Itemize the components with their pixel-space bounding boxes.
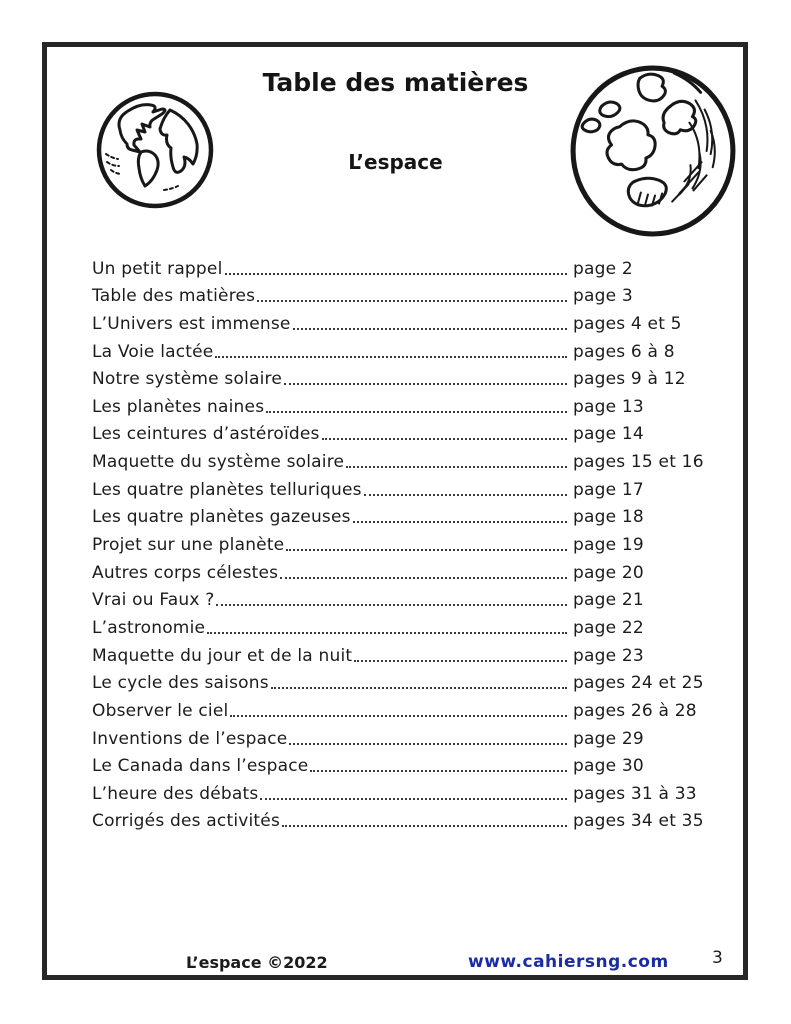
toc-entry-label: Inventions de l’espace (92, 728, 288, 749)
toc-leader-dots (353, 521, 567, 523)
toc-entry-pages: page 3 (573, 286, 633, 307)
toc-entry-label: Vrai ou Faux ? (92, 590, 215, 611)
toc-leader-dots (207, 632, 567, 634)
toc-entry-pages: pages 9 à 12 (573, 369, 686, 390)
toc-entry-pages: page 23 (573, 645, 644, 666)
toc-entry (92, 749, 713, 777)
toc-entry-label: Les ceintures d’astéroïdes (92, 424, 320, 445)
toc-entry-pages: page 19 (573, 535, 644, 556)
toc-entry-label: L’Univers est immense (92, 313, 291, 334)
toc-leader-dots (230, 715, 567, 717)
toc-entry-pages: page 18 (573, 507, 644, 528)
toc-entry (92, 666, 713, 694)
toc-entry-label: Table des matières (92, 286, 256, 307)
footer-copyright: L’espace ©2022 (186, 953, 328, 972)
toc-entry-label: Notre système solaire (92, 369, 282, 390)
toc-entry-label: Observer le ciel (92, 700, 229, 721)
toc-entry-pages: pages 15 et 16 (573, 452, 704, 473)
toc-entry-pages: page 30 (573, 756, 644, 777)
toc-entry (92, 417, 713, 445)
toc-entry (92, 610, 713, 638)
page-title: Table des matières (262, 68, 529, 97)
toc-entry-pages: page 17 (573, 479, 644, 500)
toc-leader-dots (364, 494, 567, 496)
toc-entry (92, 583, 713, 611)
toc-leader-dots (282, 825, 567, 827)
toc-entry-pages: pages 31 à 33 (573, 783, 697, 804)
toc-entry-label: Les quatre planètes gazeuses (92, 507, 351, 528)
page-subtitle: L’espace (348, 150, 443, 174)
toc-entry-pages: pages 26 à 28 (573, 700, 697, 721)
toc-leader-dots (266, 411, 567, 413)
toc-leader-dots (284, 383, 567, 385)
toc-leader-dots (280, 577, 567, 579)
toc-entry-label: Un petit rappel (92, 258, 223, 279)
toc-entry-pages: page 14 (573, 424, 644, 445)
toc-entry-pages: page 2 (573, 258, 633, 279)
toc-entry-pages: pages 34 et 35 (573, 811, 704, 832)
toc-entry-label: Les quatre planètes telluriques (92, 479, 362, 500)
toc-entry (92, 500, 713, 528)
toc-leader-dots (260, 798, 567, 800)
toc-entry (92, 804, 713, 832)
toc-entry (92, 527, 713, 555)
toc-entry-label: Projet sur une planète (92, 535, 285, 556)
toc-leader-dots (322, 438, 567, 440)
toc-entry (92, 776, 713, 804)
toc-entry-label: Corrigés des activités (92, 811, 281, 832)
toc-entry (92, 389, 713, 417)
earth-illustration (94, 87, 216, 211)
toc-entry-pages: page 22 (573, 617, 644, 638)
toc-entry-pages: page 13 (573, 396, 644, 417)
toc-leader-dots (271, 687, 567, 689)
toc-leader-dots (286, 549, 567, 551)
toc-entry-label: Les planètes naines (92, 396, 265, 417)
toc-entry-pages: page 20 (573, 562, 644, 583)
toc-entry-label: Le cycle des saisons (92, 673, 269, 694)
toc-entry (92, 444, 713, 472)
toc-entry-label: L’astronomie (92, 617, 206, 638)
toc-entry-label: Le Canada dans l’espace (92, 756, 309, 777)
toc-entry (92, 251, 713, 279)
toc-entry-label: Autres corps célestes (92, 562, 279, 583)
toc-entry-pages: pages 4 et 5 (573, 313, 682, 334)
toc-entry-pages: pages 6 à 8 (573, 341, 675, 362)
toc-entry (92, 721, 713, 749)
toc-leader-dots (310, 770, 567, 772)
toc-leader-dots (293, 328, 567, 330)
toc-entry (92, 362, 713, 390)
toc-entry (92, 306, 713, 334)
toc-leader-dots (346, 466, 567, 468)
toc-entry (92, 555, 713, 583)
toc-entry-pages: pages 24 et 25 (573, 673, 704, 694)
toc-list (92, 251, 713, 831)
toc-entry (92, 693, 713, 721)
footer-website-link[interactable]: www.cahiersng.com (468, 952, 669, 972)
toc-leader-dots (215, 356, 567, 358)
toc-leader-dots (289, 743, 567, 745)
toc-entry-label: L’heure des débats (92, 783, 259, 804)
toc-entry (92, 472, 713, 500)
toc-entry (92, 638, 713, 666)
toc-leader-dots (257, 300, 567, 302)
toc-entry-pages: page 21 (573, 590, 644, 611)
page-number: 3 (712, 948, 723, 968)
toc-entry (92, 279, 713, 307)
toc-entry-label: Maquette du système solaire (92, 452, 345, 473)
toc-entry (92, 334, 713, 362)
toc-entry-pages: page 29 (573, 728, 644, 749)
toc-leader-dots (216, 604, 567, 606)
toc-entry-label: Maquette du jour et de la nuit (92, 645, 353, 666)
toc-leader-dots (354, 660, 567, 662)
toc-leader-dots (225, 273, 568, 275)
toc-entry-label: La Voie lactée (92, 341, 214, 362)
